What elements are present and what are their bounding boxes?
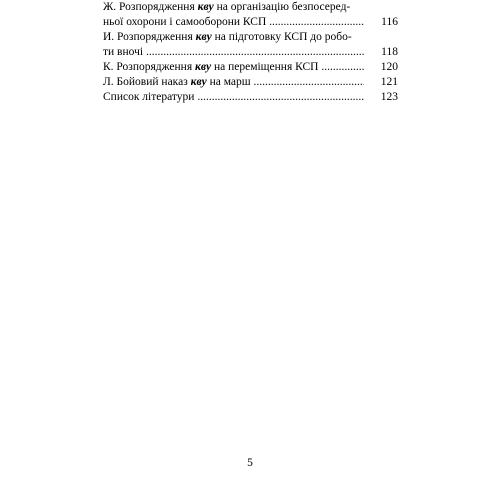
toc-entry-line: ти вночі ..... (103, 45, 364, 60)
toc-entry-line: И. Розпорядження кву на підготовку КСП до робо- (103, 31, 352, 43)
toc-entry-title (103, 60, 364, 75)
toc-entry-title (103, 30, 364, 60)
toc-entry-page-number: 121 (380, 76, 398, 88)
abbreviation-kvu: кву (195, 61, 212, 73)
toc-entry (103, 30, 398, 60)
toc-entry-title (103, 75, 364, 90)
toc-entry-title (103, 0, 364, 30)
abbreviation-kvu: кву (195, 31, 212, 43)
abbreviation-kvu: кву (190, 76, 207, 88)
toc-entry-page-number: 118 (381, 46, 398, 58)
abbreviation-kvu: кву (197, 1, 214, 13)
toc-entry (103, 75, 398, 90)
table-of-contents (103, 0, 398, 105)
toc-entry-line: Ж. Розпорядження кву на організацію безпосеред- (103, 1, 351, 13)
toc-entry-line: Список літератури ..... (103, 90, 364, 105)
toc-entry-line: ньої охорони і самооборони КСП ..... (103, 15, 364, 30)
toc-entry (103, 60, 398, 75)
toc-entry-page-number: 120 (380, 61, 398, 73)
toc-entry-page-number: 123 (380, 91, 398, 103)
toc-entry-line: Л. Бойовий наказ кву на марш ..... (103, 75, 364, 90)
toc-entry-title (103, 90, 364, 105)
toc-entry-line: К. Розпорядження кву на переміщення КСП ..... (103, 60, 364, 75)
toc-entry (103, 90, 398, 105)
page-number: 5 (247, 457, 253, 469)
toc-entry (103, 0, 398, 30)
toc-entry-page-number: 116 (381, 16, 398, 28)
